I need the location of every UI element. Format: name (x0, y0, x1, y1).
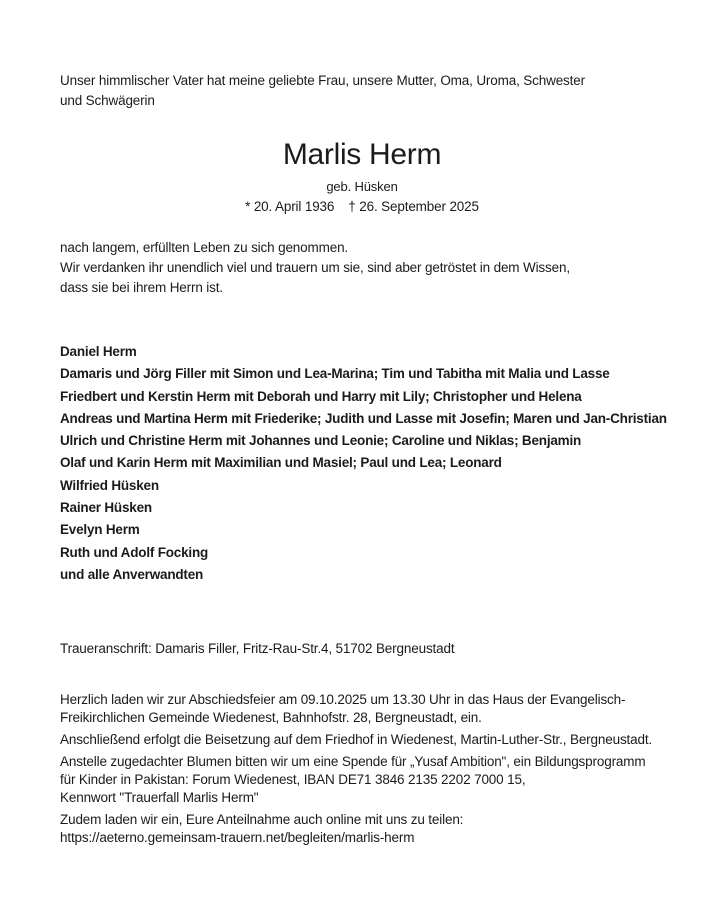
tribute-line: dass sie bei ihrem Herrn ist. (60, 280, 223, 295)
notice-line: Freikirchlichen Gemeinde Wiedenest, Bahnhofstr. 28, Bergneustadt, ein. (60, 710, 482, 725)
condolence-address: Traueranschrift: Damaris Filler, Fritz-Rau-Str.4, 51702 Bergneustadt (60, 641, 455, 656)
mourner-line: und alle Anverwandten (60, 566, 204, 582)
deceased-name-block (0, 137, 724, 215)
notice-line: Kennwort "Trauerfall Marlis Herm" (60, 790, 259, 805)
intro-line: und Schwägerin (60, 93, 155, 108)
mourner-line: Ruth und Adolf Focking (60, 544, 209, 560)
tribute-line: Wir verdanken ihr unendlich viel und trauern um sie, sind aber getröstet in dem Wissen, (60, 260, 570, 275)
tribute-line: nach langem, erfüllten Leben zu sich genommen. (60, 240, 349, 255)
mourner-line: Damaris und Jörg Filler mit Simon und Lea-Marina; Tim und Tabitha mit Malia und Lasse (60, 366, 610, 382)
deceased-name: Marlis Herm (282, 138, 442, 171)
tribute-paragraph (60, 238, 664, 298)
donation-notice (60, 753, 694, 807)
mourners-list (60, 341, 694, 586)
mourner-line: Evelyn Herm (60, 522, 140, 538)
mourner-line: Olaf und Karin Herm mit Maximilian und Masiel; Paul und Lea; Leonard (60, 455, 502, 471)
death-date: † 26. September 2025 (348, 199, 479, 214)
notice-line: Anstelle zugedachter Blumen bitten wir um eine Spende für „Yusaf Ambition", ein Bildungsprogramm (60, 754, 646, 769)
online-condolence-notice (60, 811, 694, 847)
notice-line: Anschließend erfolgt die Beisetzung auf dem Friedhof in Wiedenest, Martin-Luther-Str., Bergneustadt. (60, 732, 653, 747)
funeral-notices (60, 691, 694, 851)
mourner-line: Rainer Hüsken (60, 500, 152, 516)
notice-line: Herzlich laden wir zur Abschiedsfeier am 09.10.2025 um 13.30 Uhr in das Haus der Evangelisch- (60, 692, 626, 707)
maiden-name: geb. Hüsken (326, 179, 398, 194)
burial-notice (60, 731, 694, 749)
intro-line: Unser himmlischer Vater hat meine geliebte Frau, unsere Mutter, Oma, Uroma, Schwester (60, 73, 585, 88)
intro-paragraph (60, 71, 664, 111)
condolence-url: https://aeterno.gemeinsam-trauern.net/begleiten/marlis-herm (60, 830, 415, 845)
notice-line: für Kinder in Pakistan: Forum Wiedenest, IBAN DE71 3846 2135 2202 7000 15, (60, 772, 526, 787)
memorial-service-notice (60, 691, 694, 727)
notice-line: Zudem laden wir ein, Eure Anteilnahme auch online mit uns zu teilen: (60, 812, 464, 827)
mourner-line: Andreas und Martina Herm mit Friederike; Judith und Lasse mit Josefin; Maren und Jan-Christian (60, 410, 667, 426)
mourner-line: Wilfried Hüsken (60, 477, 159, 493)
mourner-line: Daniel Herm (60, 344, 137, 359)
mourner-line: Friedbert und Kerstin Herm mit Deborah und Harry mit Lily; Christopher und Helena (60, 388, 582, 404)
mourner-line: Ulrich und Christine Herm mit Johannes und Leonie; Caroline und Niklas; Benjamin (60, 433, 582, 449)
birth-date: * 20. April 1936 (245, 199, 335, 214)
life-dates (0, 199, 724, 215)
